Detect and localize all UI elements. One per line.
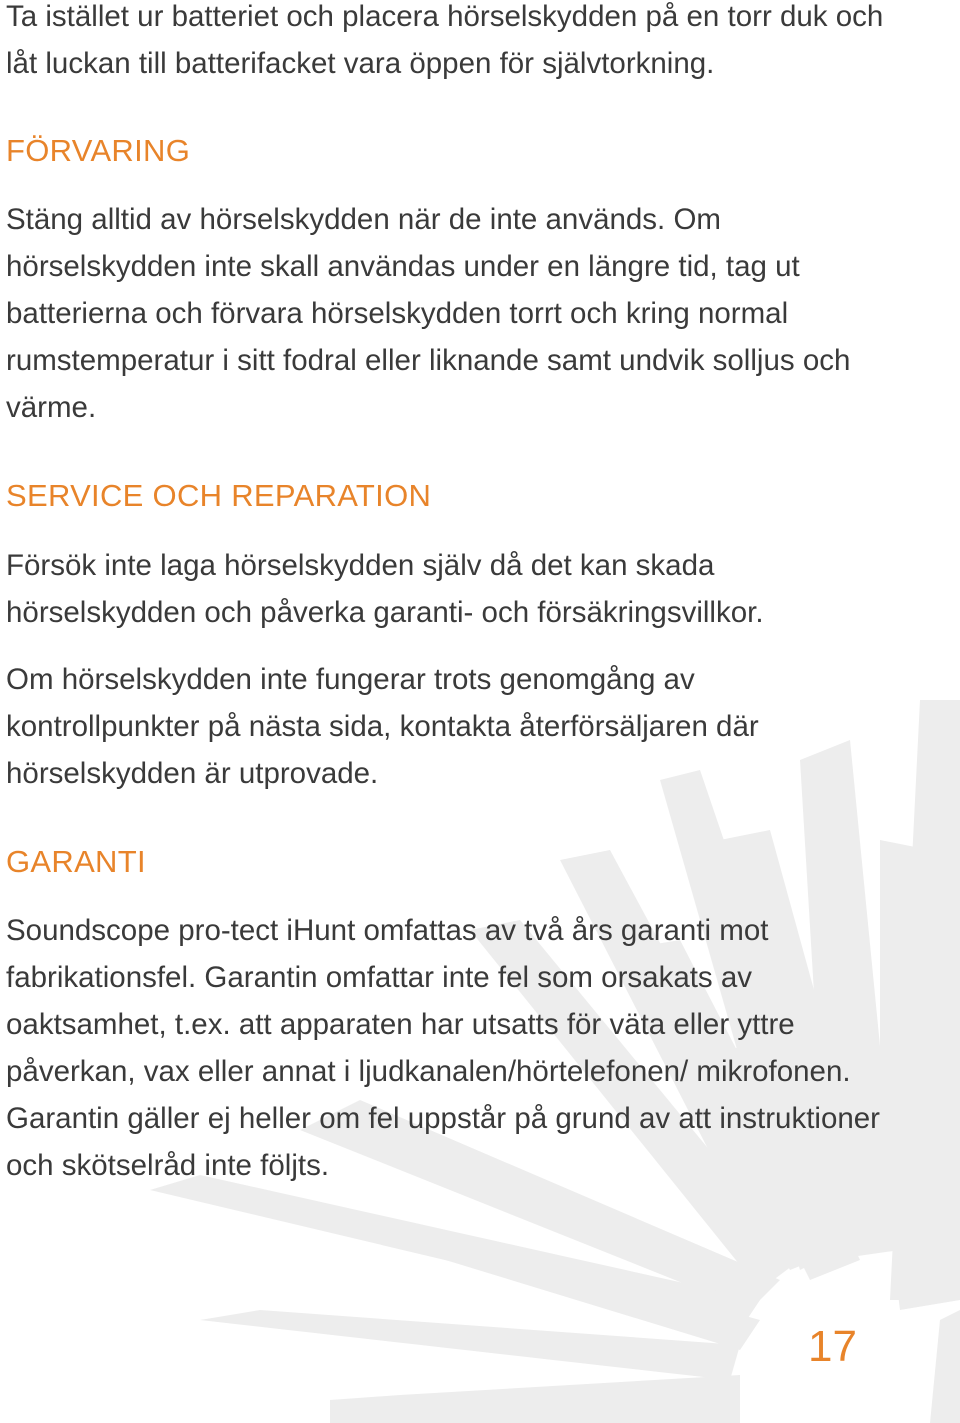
service-paragraph-1: Försök inte laga hörselskydden själv då det kan skada hörselskydden och påverka garanti- och försäkringsvillkor. [6,549,764,629]
forvaring-paragraph: Stäng alltid av hörselskydden när de inte används. Om hörselskydden inte skall användas under en längre tid, tag ut batterierna och förvara hörselskydden torrt och kring normal rumstemperatur i sitt fodral eller liknande samt undvik solljus och värme. [6,203,851,424]
section-heading-forvaring: FÖRVARING [6,133,191,168]
section-heading-garanti: GARANTI [6,844,146,879]
page-number: 17 [808,1322,857,1371]
garanti-paragraph: Soundscope pro-tect iHunt omfattas av två års garanti mot fabrikationsfel. Garantin omfattar inte fel som orsakats av oaktsamhet, t.ex. att apparaten har utsatts för väta eller yttre påverkan, vax eller annat i ljudkanalen/hörtelefonen/ mikrofonen. Garantin gäller ej heller om fel uppstår på grund av att instruktioner och skötselråd inte följts. [6,914,880,1182]
service-paragraph-2: Om hörselskydden inte fungerar trots genomgång av kontrollpunkter på nästa sida, kontakta återförsäljaren där hörselskydden är utprovade. [6,663,759,790]
intro-paragraph: Ta istället ur batteriet och placera hörselskydden på en torr duk och låt luckan till batterifacket vara öppen för självtorkning. [6,0,884,80]
section-heading-service: SERVICE OCH REPARATION [6,478,432,513]
